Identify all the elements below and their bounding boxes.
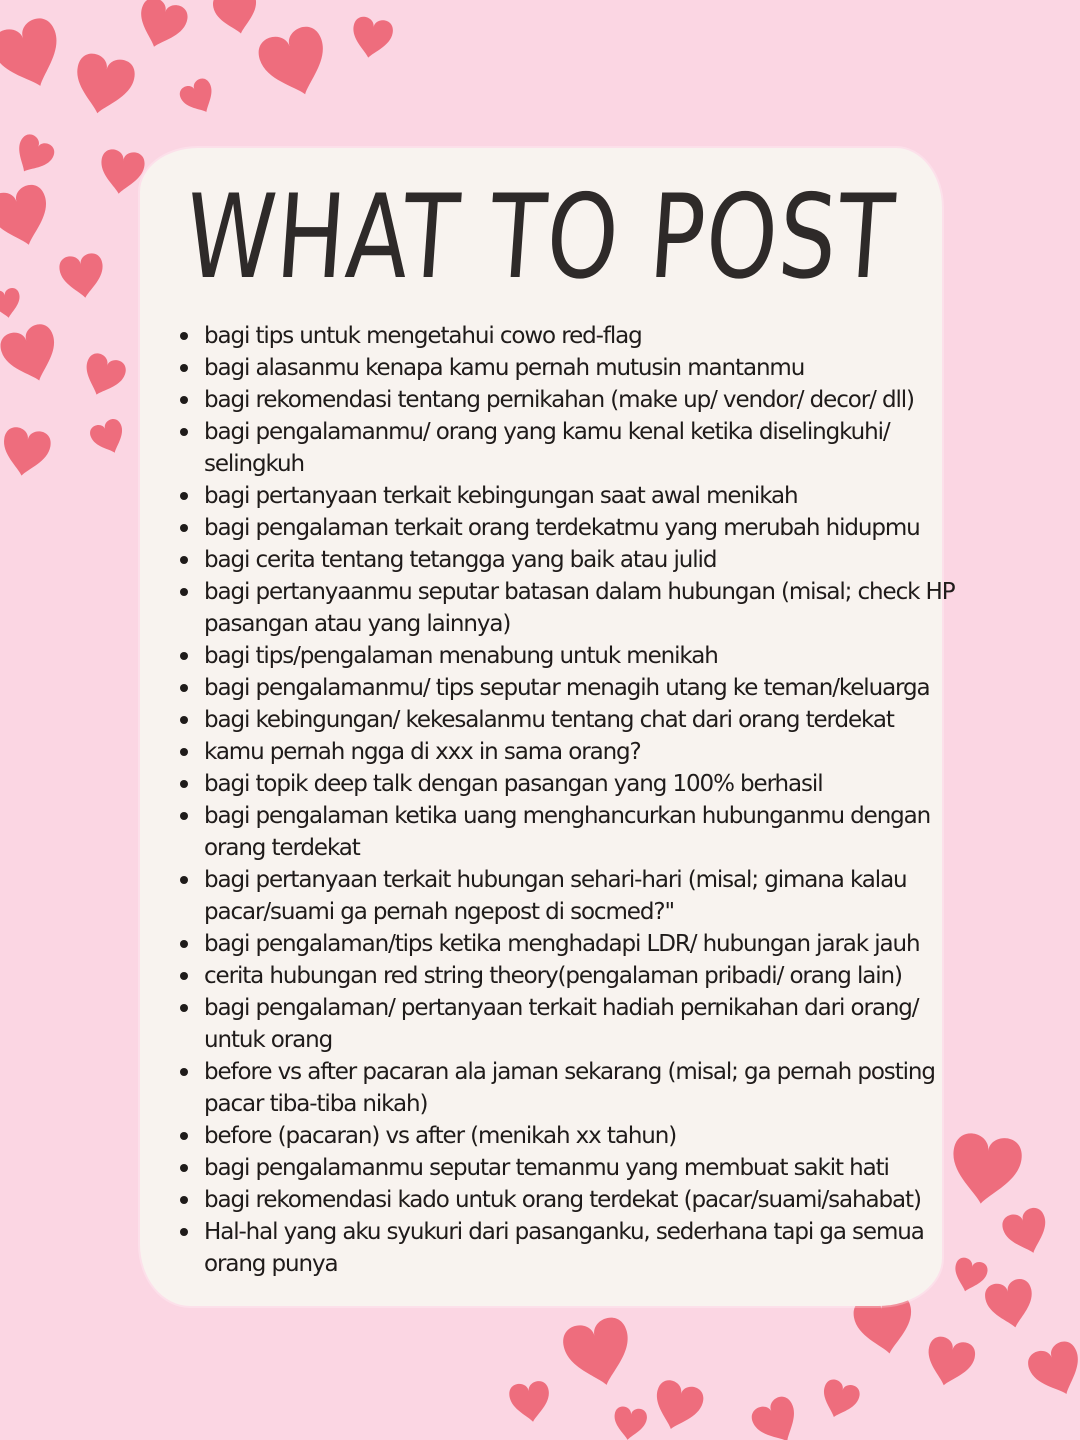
- list-item-text: bagi tips/pengalaman menabung untuk menikah: [204, 643, 718, 669]
- bullet-icon: [180, 364, 188, 372]
- list-item-text: bagi pengalaman terkait orang terdekatmu yang merubah hidupmu: [204, 515, 920, 541]
- bullet-icon: [180, 684, 188, 692]
- list-item-text: bagi pengalamanmu/ orang yang kamu kenal ketika diselingkuhi/ selingkuh: [204, 419, 890, 477]
- heart-icon: [921, 1334, 978, 1391]
- list-item: [180, 512, 960, 544]
- bullet-icon: [180, 396, 188, 404]
- heart-icon: [88, 417, 130, 459]
- heart-icon: [8, 131, 57, 180]
- heart-icon: [560, 1314, 639, 1393]
- heart-icon: [211, 0, 262, 38]
- list-item-text: bagi pengalamanmu seputar temanmu yang membuat sakit hati: [204, 1155, 889, 1181]
- list-item-text: bagi tips untuk mengetahui cowo red-flag: [204, 323, 642, 349]
- list-item-text: bagi pengalaman/ pertanyaan terkait hadiah pernikahan dari orang/ untuk orang: [204, 995, 919, 1053]
- list-item: [180, 800, 960, 864]
- list-item-text: bagi pengalaman/tips ketika menghadapi LDR/ hubungan jarak jauh: [204, 931, 920, 957]
- list-item: [180, 480, 960, 512]
- list-item-text: bagi alasanmu kenapa kamu pernah mutusin mantanmu: [204, 355, 805, 381]
- bullet-icon: [180, 1068, 188, 1076]
- list-item-text: bagi rekomendasi kado untuk orang terdekat (pacar/suami/sahabat): [204, 1187, 921, 1213]
- list-item: [180, 384, 960, 416]
- list-item-text: bagi cerita tentang tetangga yang baik atau julid: [204, 547, 717, 573]
- heart-icon: [1024, 1338, 1080, 1404]
- list-item: [180, 352, 960, 384]
- bullet-icon: [180, 556, 188, 564]
- heart-icon: [748, 1393, 806, 1440]
- list-item-text: bagi kebingungan/ kekesalanmu tentang chat dari orang terdekat: [204, 707, 894, 733]
- list-item-text: bagi pengalamanmu/ tips seputar menagih utang ke teman/keluarga: [204, 675, 930, 701]
- bullet-icon: [180, 588, 188, 596]
- heart-icon: [0, 321, 65, 389]
- list-item: [180, 672, 960, 704]
- list-item-text: bagi pertanyaan terkait hubungan sehari-hari (misal; gimana kalau pacar/suami ga pernah ngepost di socmed?": [204, 867, 907, 925]
- bullet-icon: [180, 332, 188, 340]
- heart-icon: [611, 1405, 648, 1440]
- heart-icon: [0, 14, 71, 97]
- heart-icon: [132, 0, 191, 54]
- bullet-icon: [180, 716, 188, 724]
- list-item: [180, 640, 960, 672]
- list-item: [180, 416, 960, 480]
- heart-icon: [1000, 1205, 1054, 1259]
- list-item-text: before vs after pacaran ala jaman sekarang (misal; ga pernah posting pacar tiba-tiba nikah): [204, 1059, 935, 1117]
- bullet-icon: [180, 524, 188, 532]
- bullet-icon: [180, 652, 188, 660]
- page-title: WHAT TO POST: [181, 170, 900, 305]
- list-item: [180, 576, 960, 640]
- heart-icon: [349, 15, 395, 61]
- heart-icon: [78, 351, 129, 402]
- list-item-text: bagi pertanyaanmu seputar batasan dalam hubungan (misal; check HP pasangan atau yang lainnya): [204, 579, 955, 637]
- list-item: [180, 768, 960, 800]
- bullet-icon: [180, 780, 188, 788]
- bullet-icon: [180, 428, 188, 436]
- heart-icon: [177, 76, 221, 120]
- bullet-icon: [180, 940, 188, 948]
- heart-icon: [69, 51, 137, 119]
- bullet-icon: [180, 972, 188, 980]
- list-item: [180, 1120, 960, 1152]
- heart-icon: [508, 1380, 553, 1425]
- post-ideas-list: [180, 320, 960, 1280]
- list-item-text: bagi pertanyaan terkait kebingungan saat awal menikah: [204, 483, 798, 509]
- bullet-icon: [180, 1004, 188, 1012]
- list-item: [180, 1152, 960, 1184]
- heart-icon: [254, 23, 336, 105]
- list-item: [180, 864, 960, 928]
- heart-icon: [0, 425, 53, 479]
- list-item: [180, 320, 960, 352]
- bullet-icon: [180, 748, 188, 756]
- heart-icon: [0, 287, 23, 320]
- list-item-text: before (pacaran) vs after (menikah xx tahun): [204, 1123, 677, 1149]
- list-item: [180, 960, 960, 992]
- list-item-text: bagi rekomendasi tentang pernikahan (make up/ vendor/ decor/ dll): [204, 387, 914, 413]
- heart-icon: [648, 1378, 706, 1436]
- bullet-icon: [180, 1228, 188, 1236]
- list-item: [180, 736, 960, 768]
- list-item: [180, 1216, 960, 1280]
- bullet-icon: [180, 1196, 188, 1204]
- bullet-icon: [180, 1164, 188, 1172]
- list-item: [180, 544, 960, 576]
- list-item-text: bagi topik deep talk dengan pasangan yang 100% berhasil: [204, 771, 823, 797]
- heart-icon: [0, 181, 57, 252]
- list-item-text: bagi pengalaman ketika uang menghancurkan hubunganmu dengan orang terdekat: [204, 803, 931, 861]
- heart-icon: [97, 148, 146, 197]
- heart-icon: [983, 1277, 1039, 1333]
- list-item: [180, 1184, 960, 1216]
- list-item-text: cerita hubungan red string theory(pengalaman pribadi/ orang lain): [204, 963, 902, 989]
- heart-icon: [817, 1377, 862, 1422]
- bullet-icon: [180, 492, 188, 500]
- list-item: [180, 992, 960, 1056]
- bullet-icon: [180, 876, 188, 884]
- list-item: [180, 704, 960, 736]
- heart-icon: [58, 252, 107, 301]
- list-item: [180, 928, 960, 960]
- bullet-icon: [180, 1132, 188, 1140]
- list-item-text: kamu pernah ngga di xxx in sama orang?: [204, 739, 641, 765]
- list-item-text: Hal-hal yang aku syukuri dari pasanganku, sederhana tapi ga semua orang punya: [204, 1219, 924, 1277]
- bullet-icon: [180, 812, 188, 820]
- list-item: [180, 1056, 960, 1120]
